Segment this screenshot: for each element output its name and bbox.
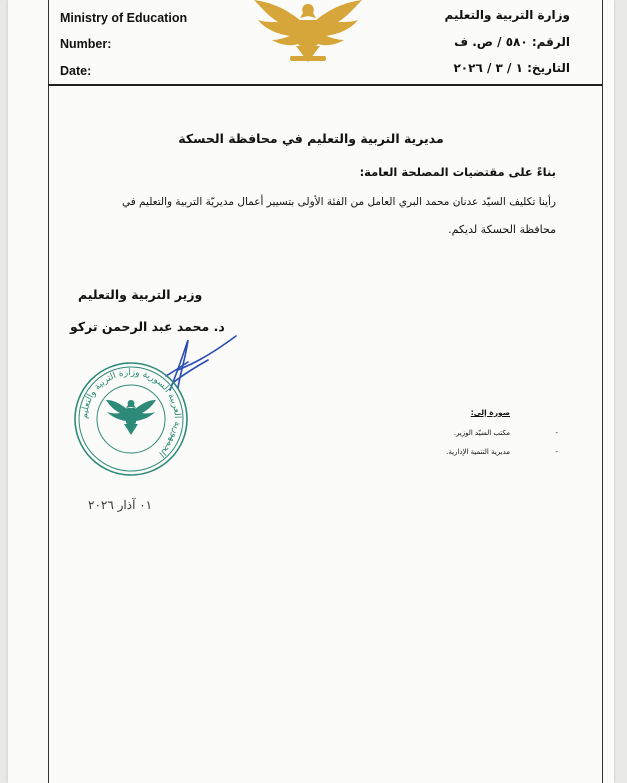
reference-date: التاريخ: ١ / ٣ / ٢٠٢٦ [453, 61, 570, 75]
copies-bullet: - [555, 429, 558, 437]
document-page [8, 0, 614, 783]
copies-item: مديرية التنمية الإدارية. [446, 448, 510, 456]
copies-bullet: - [555, 448, 558, 456]
reference-number: الرقم: ٥٨٠ / ص. ف [454, 35, 570, 49]
eagle-emblem-icon [248, 0, 368, 66]
ministry-arabic: وزارة التربية والتعليم [444, 8, 570, 22]
addressee: مديرية التربية والتعليم في محافظة الحسكة [178, 131, 444, 146]
body-intro: بناءً على مقتضيات المصلحة العامة: [359, 165, 556, 179]
number-label: Number: [60, 37, 112, 51]
stamp-text: الجمهورية العربية السورية وزارة التربية والتعليم [79, 367, 183, 459]
signatory-name: د. محمد عبد الرحمن تركو [70, 319, 225, 334]
ministry-english: Ministry of Education [60, 11, 188, 25]
body-line-1: رأينا تكليف السيّد عدنان محمد البري العامل من الفئة الأولى بتسيير أعمال مديريّة التربية والتعليم في [121, 196, 556, 208]
copies-heading: صورة إلى: [470, 408, 510, 417]
official-stamp-icon [72, 360, 190, 478]
handwritten-date: ٠١ آذار ٢٠٢٦ [88, 498, 153, 512]
body-line-2: محافظة الحسكة لديكم. [448, 223, 556, 236]
copies-item: مكتب السيّد الوزير. [453, 429, 510, 437]
signatory-title: وزير التربية والتعليم [78, 287, 203, 302]
header-divider [48, 84, 603, 86]
date-label: Date: [60, 64, 92, 78]
